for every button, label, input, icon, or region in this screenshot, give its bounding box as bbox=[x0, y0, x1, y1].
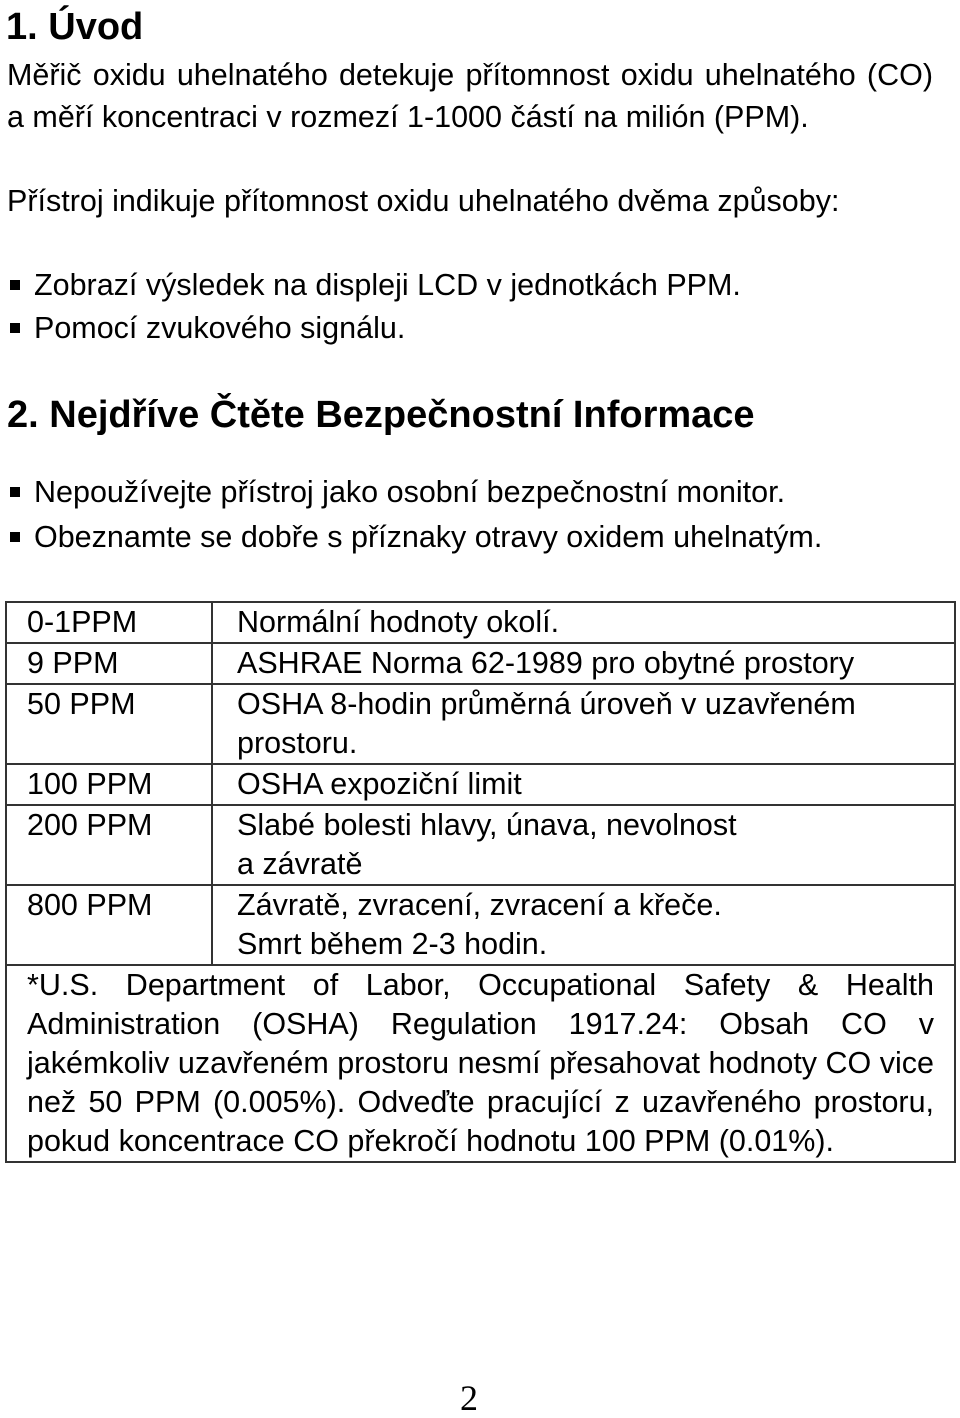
description-line: Slabé bolesti hlavy, únava, nevolnost bbox=[237, 808, 737, 842]
table-row bbox=[6, 602, 955, 643]
square-bullet-icon bbox=[10, 280, 20, 290]
intro-paragraph: Měřič oxidu uhelnatého detekuje přítomnost oxidu uhelnatého (CO) a měří koncentraci v rozmezí 1-1000 částí na milión (PPM). bbox=[7, 58, 933, 134]
section-2-heading: 2. Nejdříve Čtěte Bezpečnostní Informace bbox=[7, 394, 755, 436]
table-row bbox=[6, 684, 955, 764]
list-item bbox=[8, 307, 741, 350]
ppm-levels-table bbox=[5, 601, 956, 1163]
list-item-text: Obeznamte se dobře s příznaky otravy oxidem uhelnatým. bbox=[34, 520, 823, 554]
safety-list bbox=[8, 470, 822, 560]
ppm-description-cell bbox=[212, 764, 955, 805]
ppm-level-cell: 50 PPM bbox=[6, 684, 212, 764]
square-bullet-icon bbox=[10, 532, 20, 542]
indication-list bbox=[8, 264, 741, 350]
description-line: Normální hodnoty okolí. bbox=[237, 605, 560, 639]
page-number: 2 bbox=[460, 1378, 478, 1418]
description-line: Závratě, zvracení, zvracení a křeče. bbox=[237, 888, 722, 922]
table-row bbox=[6, 643, 955, 684]
description-line: ASHRAE Norma 62-1989 pro obytné prostory bbox=[237, 646, 855, 680]
list-item-text: Nepoužívejte přístroj jako osobní bezpečnostní monitor. bbox=[34, 475, 786, 509]
list-item bbox=[8, 470, 822, 515]
ppm-description-cell bbox=[212, 805, 955, 885]
ppm-level-cell: 100 PPM bbox=[6, 764, 212, 805]
ppm-description-cell bbox=[212, 602, 955, 643]
description-line: a závratě bbox=[237, 847, 363, 881]
osha-footnote: *U.S. Department of Labor, Occupational Safety & Health Administration (OSHA) Regulation 1917.24: Obsah CO v jakémkoliv uzavřeném prostoru nesmí přesahovat hodnoty CO vice než 50 PPM (0.005%). Odveďte pracující z uzavřeného prostoru, pokud koncentrace CO překročí hodnotu 100 PPM (0.01%). bbox=[6, 965, 955, 1162]
table-row bbox=[6, 885, 955, 965]
ppm-level-cell: 800 PPM bbox=[6, 885, 212, 965]
ppm-level-cell: 0-1PPM bbox=[6, 602, 212, 643]
description-line: prostoru. bbox=[237, 726, 358, 760]
list-item bbox=[8, 264, 741, 307]
table-row bbox=[6, 805, 955, 885]
list-item-text: Pomocí zvukového signálu. bbox=[34, 311, 406, 345]
table-row bbox=[6, 764, 955, 805]
square-bullet-icon bbox=[10, 323, 20, 333]
description-line: OSHA 8-hodin průměrná úroveň v uzavřeném bbox=[237, 687, 856, 721]
ppm-description-cell bbox=[212, 885, 955, 965]
list-item-text: Zobrazí výsledek na displeji LCD v jednotkách PPM. bbox=[34, 268, 741, 302]
ppm-description-cell bbox=[212, 684, 955, 764]
ppm-level-cell: 200 PPM bbox=[6, 805, 212, 885]
table-row bbox=[6, 965, 955, 1162]
ppm-description-cell bbox=[212, 643, 955, 684]
description-line: Smrt během 2-3 hodin. bbox=[237, 927, 548, 961]
ppm-level-cell: 9 PPM bbox=[6, 643, 212, 684]
indication-paragraph: Přístroj indikuje přítomnost oxidu uhelnatého dvěma způsoby: bbox=[7, 184, 840, 218]
section-1-heading: 1. Úvod bbox=[6, 6, 144, 48]
square-bullet-icon bbox=[10, 487, 20, 497]
list-item bbox=[8, 515, 822, 560]
description-line: OSHA expoziční limit bbox=[237, 767, 522, 801]
